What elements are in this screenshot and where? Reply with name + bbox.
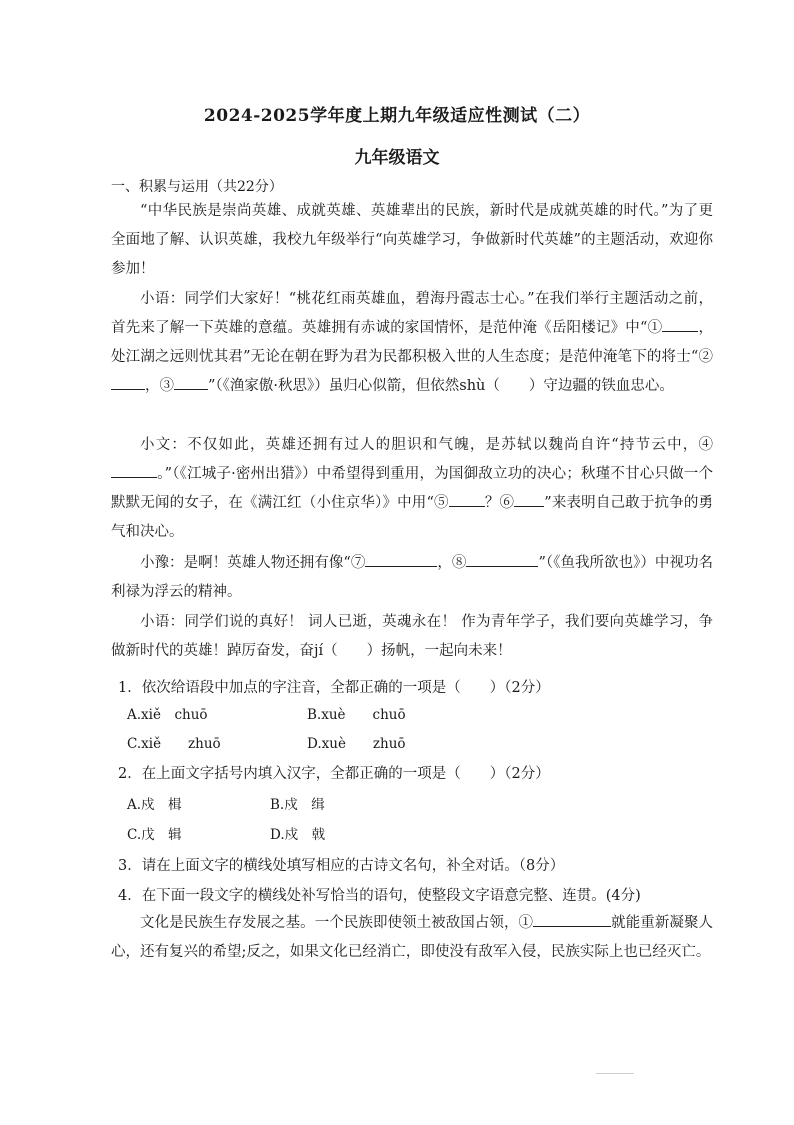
section-heading: 一、积累与运用（共22分） xyxy=(111,179,283,195)
xiaoyu-1-text-a: 小语：同学们大家好！“桃花红雨英雄血，碧海丹霞志士心。”在我们举行主题活动之前，首先来了解一下英雄的意蕴。英雄拥有赤诚的家国情怀，是范仲淹《岳阳楼记》中“① xyxy=(111,291,713,336)
xiaowen-text-c: ？⑥ xyxy=(484,495,515,511)
question-1-option-d[interactable]: D.xuè zhuō xyxy=(307,736,406,752)
blank-2[interactable] xyxy=(111,375,145,390)
xiaoyu-1-text-c: ，③ xyxy=(145,378,174,394)
xiaowen-text-a: 小文：不仅如此，英雄还拥有过人的胆识和气魄，是苏轼以魏尚自许“持节云中，④ xyxy=(140,437,713,453)
xiaoyu-1-text-d: ”（《渔家傲·秋思》）虽归心似箭，但依然shù（ ）守边疆的铁血忠心。 xyxy=(208,378,674,394)
xiaoyu-paragraph-2: 小语：同学们说的真好！ 词人已逝，英魂永在！ 作为青年学子，我们要向英雄学习，争做新时代的英雄！踔厉奋发，奋jí（ ）扬帆，一起向未来！ xyxy=(111,614,713,659)
xiaowen-text-d: ”来表明自己敢于抗争的勇气和决心。 xyxy=(111,495,714,540)
blank-3[interactable] xyxy=(174,375,208,390)
culture-text-b: 就能重新凝聚人心，还有复兴的希望;反之，如果文化已经消亡，即使没有敌军入侵，民族实际上也已经灭亡。 xyxy=(111,915,714,960)
xiaoyu2-paragraph xyxy=(111,549,713,607)
question-4-stem: 4．在下面一段文字的横线处补写恰当的语句，使整段文字语意完整、连贯。(4分) xyxy=(118,888,641,904)
culture-text-a: 文化是民族生存发展之基。一个民族即使领土被敌国占领，① xyxy=(140,915,534,931)
question-3-stem: 3．请在上面文字的横线处填写相应的古诗文名句，补全对话。（8分） xyxy=(118,858,565,874)
xiaoyu2-text-a: 小豫：是啊！英雄人物还拥有像“⑦ xyxy=(140,555,366,571)
intro-paragraph: “中华民族是崇尚英雄、成就英雄、英雄辈出的民族，新时代是成就英雄的时代。”为了更全面地了解、认识英雄，我校九年级举行“向英雄学习，争做新时代英雄”的主题活动，欢迎你参加！ xyxy=(111,203,713,277)
xiaoyu-1-text-b: ，处江湖之远则忧其君”无论在朝在野为君为民都积极入世的人生态度；是范仲淹笔下的将士“② xyxy=(111,320,713,365)
xiaoyu2-text-c: ”（《鱼我所欲也》）中视功名利禄为浮云的精神。 xyxy=(111,555,713,600)
question-2-option-c[interactable]: C.戊 辑 xyxy=(127,827,182,843)
exam-title: 2024-2025学年度上期九年级适应性测试（二） xyxy=(203,106,591,126)
culture-paragraph xyxy=(111,909,713,967)
blank-1[interactable] xyxy=(662,317,698,332)
blank-culture-1[interactable] xyxy=(533,912,611,927)
question-1-stem: 1．依次给语段中加点的字注音，全都正确的一项是（ ）（2分） xyxy=(118,680,550,696)
exam-subject: 九年级语文 xyxy=(354,148,440,168)
question-2-option-d[interactable]: D.戍 戟 xyxy=(270,827,326,843)
question-1-option-c[interactable]: C.xiě zhuō xyxy=(127,736,221,752)
xiaoyu-paragraph-1 xyxy=(111,285,713,401)
xiaoyu2-text-b: ，⑧ xyxy=(437,555,467,571)
blank-6[interactable] xyxy=(514,492,544,507)
blank-7[interactable] xyxy=(365,552,437,567)
scan-artifact xyxy=(596,1073,634,1074)
question-1-option-b[interactable]: B.xuè chuō xyxy=(307,707,406,723)
question-2-option-a[interactable]: A.戍 楫 xyxy=(127,797,182,813)
blank-5[interactable] xyxy=(449,492,485,507)
question-1-option-a[interactable]: A.xiě chuō xyxy=(127,707,208,723)
xiaowen-paragraph xyxy=(111,431,713,547)
question-2-option-b[interactable]: B.戍 缉 xyxy=(270,797,325,813)
blank-8[interactable] xyxy=(466,552,538,567)
question-2-stem: 2．在上面文字括号内填入汉字，全都正确的一项是（ ）（2分） xyxy=(118,766,550,782)
blank-4[interactable] xyxy=(111,463,157,478)
xiaowen-text-b: 。”（《江城子·密州出猎》）中希望得到重用，为国御敌立功的决心；秋瑾不甘心只做一个默默无闻的女子，在《满江红（小住京华）》中用“⑤ xyxy=(111,466,713,511)
